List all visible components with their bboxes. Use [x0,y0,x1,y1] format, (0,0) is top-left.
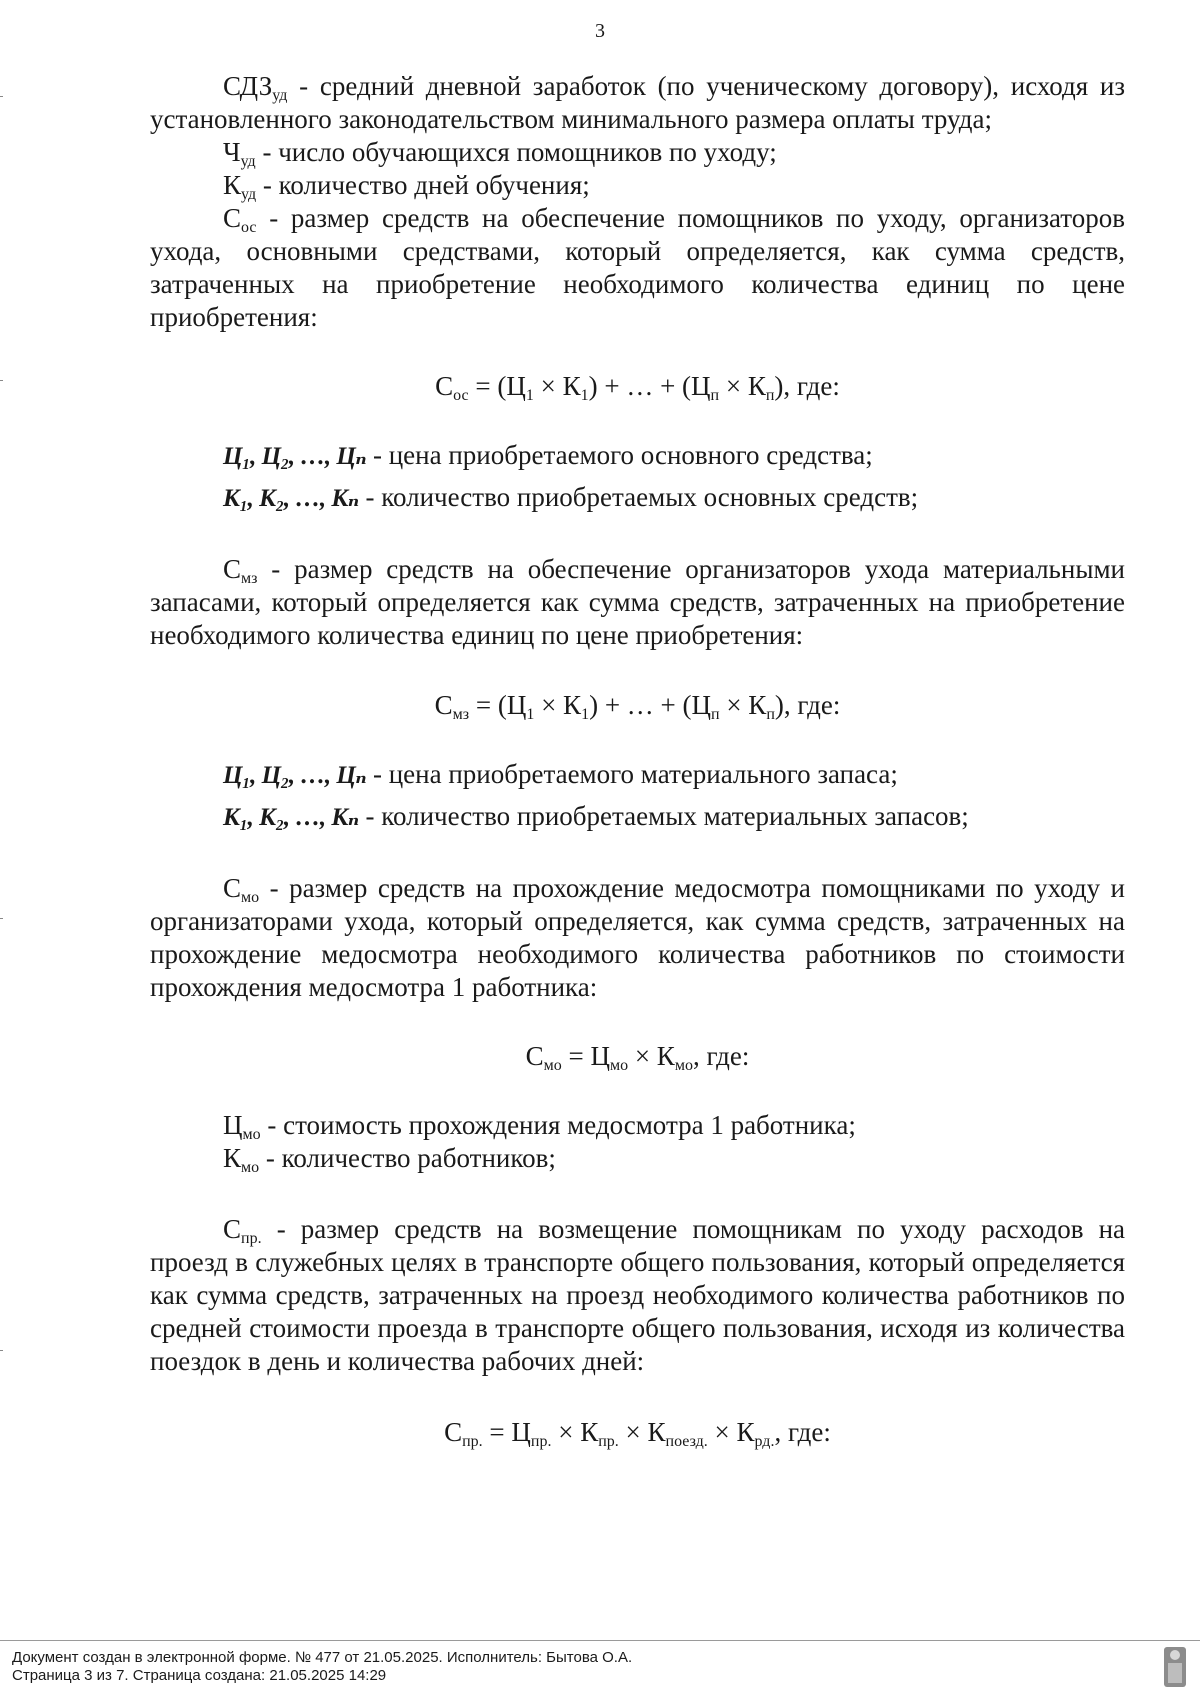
electronic-signature-icon [1164,1647,1186,1687]
formula-cmz: $С_{мз} = (Ц_1 \times К_1)$ + … + $(Ц_п \times К_п)$, где: [434,690,841,723]
footer-line-page: Страница 3 из 7. Страница создана: 21.05.2025 14:29 [12,1667,387,1684]
definition-cos: $С_{ос}$ - размер средств на обеспечение помощников по уходу, организаторов ухода, основными средствами, который определяется, как сумма средств, затраченных на приобретение необходимого количества единиц по цене приобретения: [150,203,1125,332]
legend-counts-mz: К₁, К₂, …, Кₙ - количество приобретаемых материальных запасов; [223,801,969,831]
document-body [150,70,1125,1449]
definition-cpr: $С_{пр.}$ - размер средств на возмещение помощникам по уходу расходов на проезд в служебных целях в транспорте общего пользования, который определяется как сумма средств, затраченных на проезд необходимого количества работников по средней стоимости проезда в транспорте общего пользования, исходя из количества поездок в день и количества рабочих дней: [150,1214,1125,1376]
formula-cos: $С_{ос} = (Ц_1 \times К_1)$ + … + $(Ц_п \times К_п)$, где: [435,371,840,404]
page-number: 3 [595,20,605,42]
legend-counts-os: К₁, К₂, …, Кₙ - количество приобретаемых основных средств; [223,482,919,512]
definition-chud: $Ч_{уд}$ - число обучающихся помощников по уходу; [223,137,777,170]
footer-line-document: Документ создан в электронной форме. № 477 от 21.05.2025. Исполнитель: Бытова О.А. [12,1649,633,1666]
definition-cmz: $С_{мз}$ - размер средств на обеспечение организаторов ухода материальными запасами, который определяется как сумма средств, затраченных на приобретение необходимого количества единиц по цене приобретения: [150,554,1125,650]
scan-edge-mark [0,96,3,97]
scan-edge-mark [0,380,3,381]
scan-edge-mark [0,918,3,919]
formula-cmo: $С_{мо} = Ц_{мо} \times К_{мо}$, где: [525,1041,750,1074]
legend-kmo: $К_{мо}$ - количество работников; [223,1143,556,1176]
scan-edge-mark [0,1350,3,1351]
definition-kud: $К_{уд}$ - количество дней обучения; [223,170,590,203]
legend-prices-mz: Ц₁, Ц₂, …, Цₙ - цена приобретаемого материального запаса; [223,759,898,789]
legend-prices-os: Ц₁, Ц₂, …, Цₙ - цена приобретаемого основного средства; [223,440,873,470]
formula-cpr: $С_{пр.} = Ц_{пр.} \times К_{пр.} \times К_{поезд.} \times К_{рд.}$, где: [444,1417,831,1450]
definition-cmo: $С_{мо}$ - размер средств на прохождение медосмотра помощниками по уходу и организаторами ухода, который определяется, как сумма средств, затраченных на прохождение медосмотра необходимого количества работников по стоимости прохождения медосмотра 1 работника: [150,873,1125,1002]
legend-tsmo: $Ц_{мо}$ - стоимость прохождения медосмотра 1 работника; [223,1110,856,1143]
definition-sdz: $СДЗ_{уд}$ - средний дневной заработок (по ученическому договору), исходя из установленного законодательством минимального размера оплаты труда; [150,71,1125,134]
document-footer [0,1640,1200,1699]
